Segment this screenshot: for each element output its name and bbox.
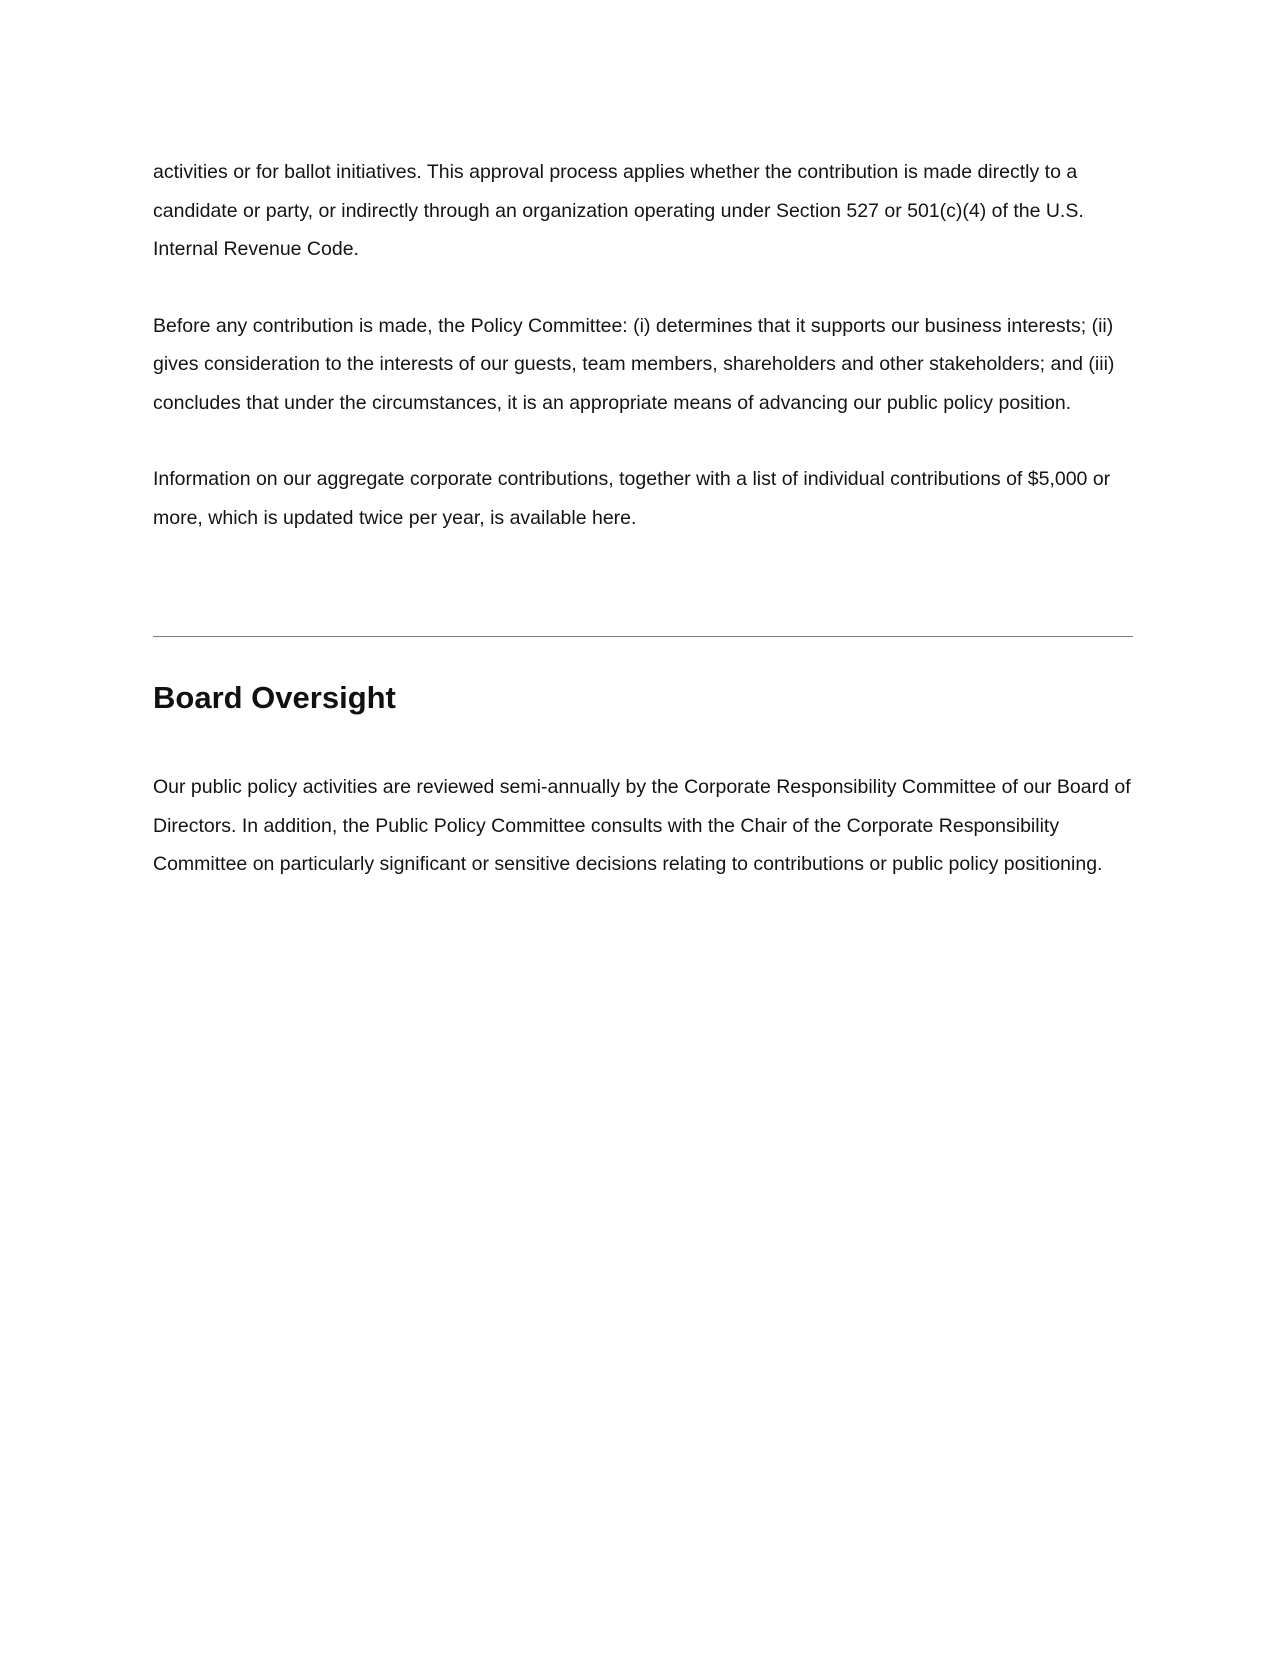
board-oversight-heading: Board Oversight — [153, 680, 396, 715]
board-oversight-section — [153, 768, 1138, 884]
political-contributions-section — [153, 153, 1138, 537]
policy-committee-paragraph: Before any contribution is made, the Policy Committee: (i) determines that it supports our business interests; (ii) gives consideration to the interests of our guests, team members, shareholders and other stakeholders; and (iii) concludes that under the circumstances, it is an appropriate means of advancing our public policy position. — [153, 314, 1115, 414]
contributions-info-paragraph: Information on our aggregate corporate contributions, together with a list of individual contributions of $5,000 or more, which is updated twice per year, is available here. — [153, 468, 1111, 529]
section-divider — [153, 636, 1133, 637]
board-oversight-paragraph: Our public policy activities are reviewed semi-annually by the Corporate Responsibility Committee of our Board of Directors. In addition, the Public Policy Committee consults with the Chair of the Corporate Responsibility Committee on particularly significant or sensitive decisions relating to contributions or public policy positioning. — [153, 776, 1131, 875]
intro-paragraph: activities or for ballot initiatives. This approval process applies whether the contribution is made directly to a candidate or party, or indirectly through an organization operating under Section 527 or 501(c)(4) of the U.S. Internal Revenue Code. — [153, 161, 1084, 260]
